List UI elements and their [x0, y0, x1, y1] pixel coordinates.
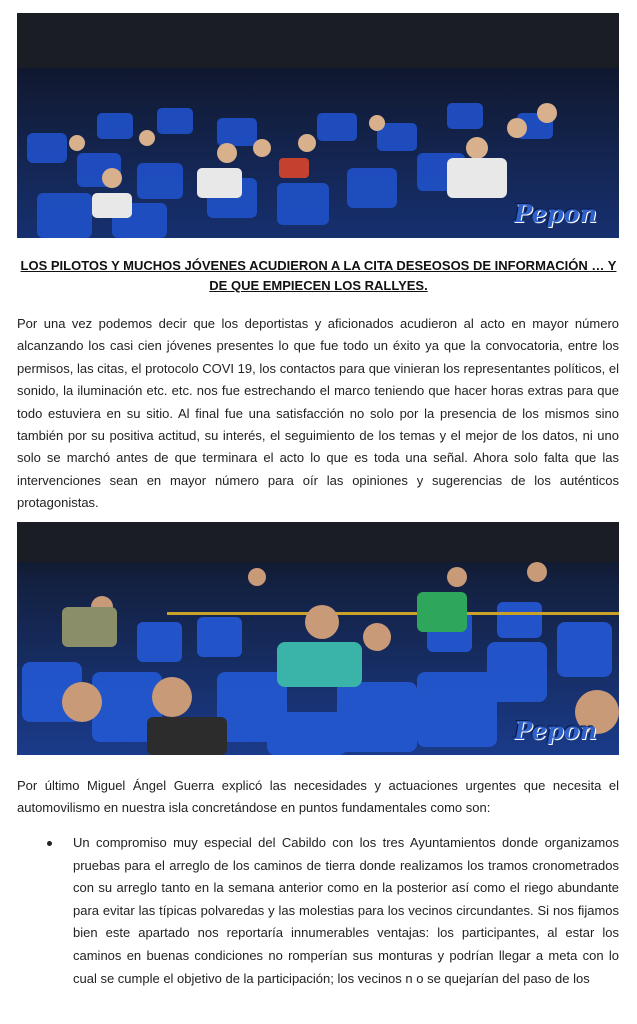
photo-audience-2 — [17, 522, 619, 755]
bullet-item — [17, 832, 619, 990]
pepon-photos-watermark — [514, 199, 597, 228]
needs-bullet-list — [17, 832, 619, 990]
photo-audience-1 — [17, 13, 619, 238]
article-paragraph-1: Por una vez podemos decir que los deportistas y aficionados acudieron al acto en mayor número alcanzando los casi cien jóvenes presentes lo que fue todo un éxito ya que la convocatoria, entre los permisos, las citas, el protocolo COVI 19, los contactos para que vinieran los representantes políticos, el sonido, la iluminación etc. etc. nos fue estrechando el marco teniendo que hacer horas extras para que todo estuviera en su sitio. Al final fue una satisfacción no solo por la presencia de los mismos sino también por su positiva actitud, su interés, el seguimiento de los temas y el mejor de los datos, ni uno solo se marchó antes de que terminara el acto lo que es toda una señal. Ahora solo falta que las intervenciones sean en mayor número para oír las opiniones y sugerencias de los auténticos protagonistas. — [17, 316, 619, 511]
article-paragraph-2: Por último Miguel Ángel Guerra explicó las necesidades y actuaciones urgentes que necesita el automovilismo en nuestra isla concretándose en puntos fundamentales como son: — [17, 778, 619, 816]
watermark-main: Pepon — [514, 199, 597, 228]
bullet-text: Un compromiso muy especial del Cabildo con los tres Ayuntamientos donde organizamos pruebas para el arreglo de los caminos de tierra donde realizamos los tramos cronometrados con su arreglo tanto en la semana anterior como en la posterior así como el riego abundante para evitar las típicas polvaredas y las molestias para los vecinos circundantes. Si nos fijamos bien este apartado nos reportaría innumerables ventajas: los participantes, al estar los caminos en buenas condiciones no romperían sus monturas y podrían llegar a meta con lo cual se cumple el objetivo de la participación; los vecinos n o se quejarían del paso de los — [73, 835, 619, 986]
article-headline: LOS PILOTOS Y MUCHOS JÓVENES ACUDIERON A LA CITA DESEOSOS DE INFORMACIÓN … Y DE QUE EMPIECEN LOS RALLYES. — [20, 258, 617, 293]
bullet-dot-icon — [47, 841, 52, 846]
watermark-main-2: Pepon — [514, 716, 597, 745]
pepon-photos-watermark-2 — [514, 716, 597, 745]
